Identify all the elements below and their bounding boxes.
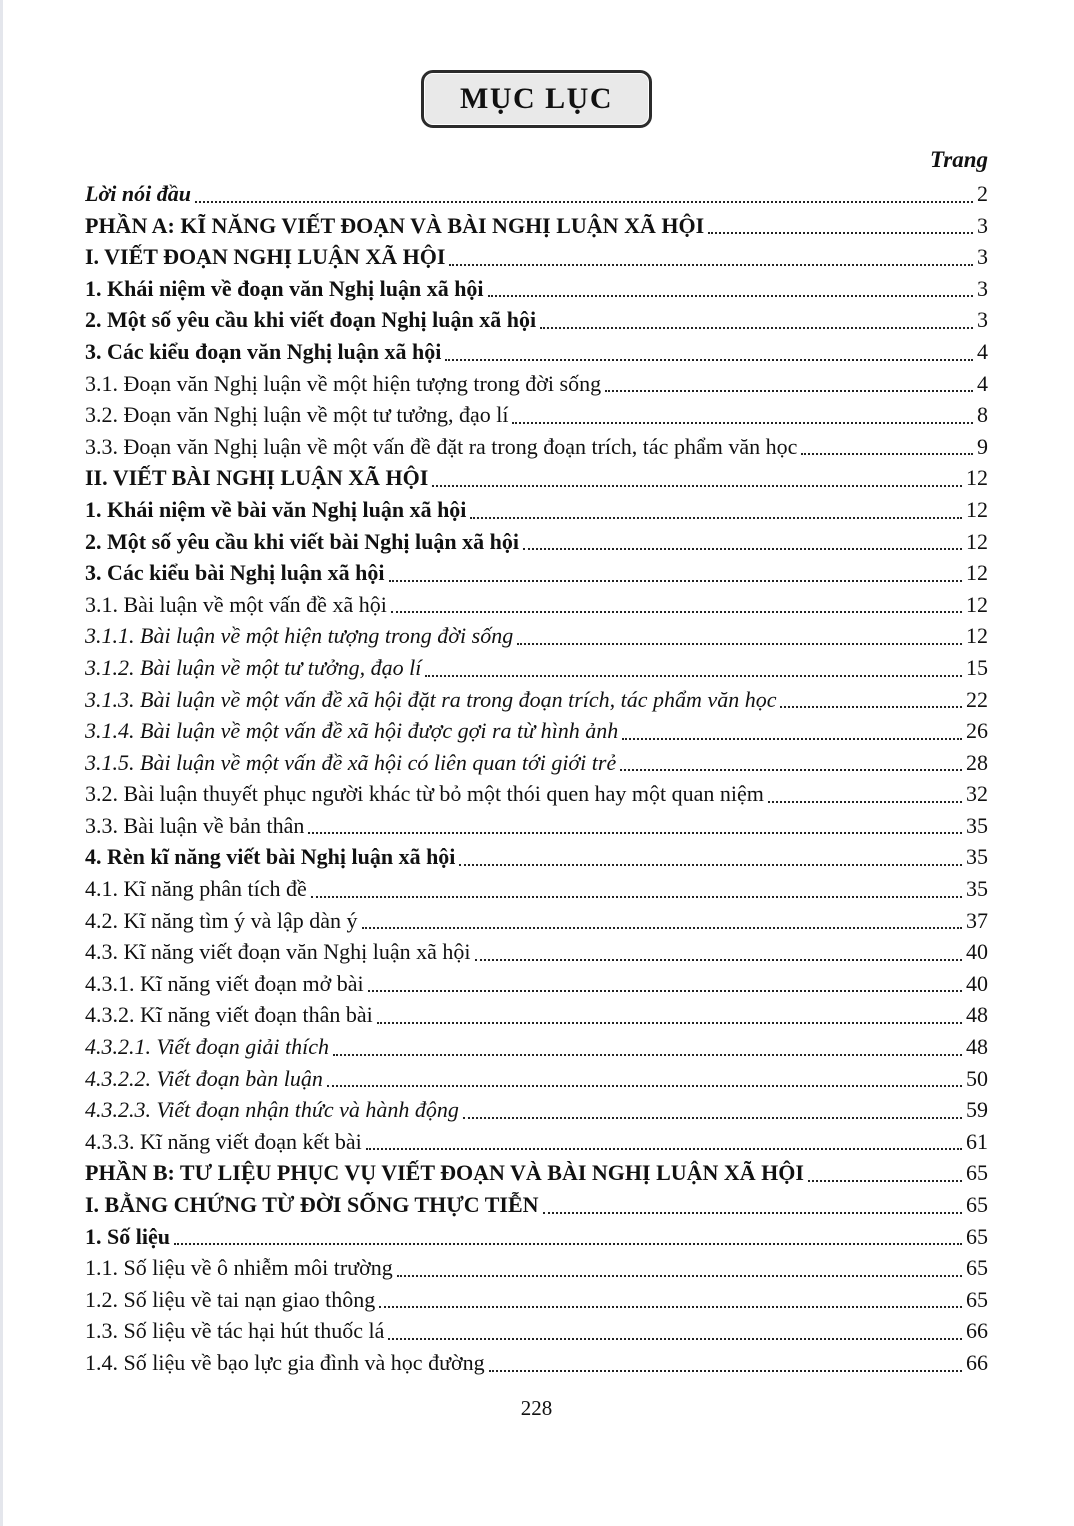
toc-entry-page: 4 — [977, 370, 988, 396]
title-container — [85, 0, 988, 128]
toc-entry-label: 3. Các kiểu bài Nghị luận xã hội — [85, 560, 385, 586]
scan-edge-artifact — [0, 0, 3, 1526]
toc-entry-page: 66 — [966, 1349, 988, 1375]
toc-entry-page: 65 — [966, 1192, 988, 1217]
toc-leader-dots — [475, 959, 962, 961]
toc-entry — [85, 1315, 988, 1347]
toc-entry-label: 1.2. Số liệu về tai nạn giao thông — [85, 1286, 376, 1312]
toc-entry-page: 48 — [966, 1002, 988, 1028]
toc-entry-page: 61 — [966, 1128, 988, 1154]
footer-page-number: 228 — [520, 1395, 553, 1420]
toc-leader-dots — [459, 864, 962, 866]
toc-leader-dots — [540, 327, 973, 329]
toc-leader-dots — [768, 801, 962, 803]
toc-leader-dots — [445, 359, 973, 361]
toc-leader-dots — [432, 485, 962, 487]
toc-entry — [85, 399, 988, 431]
toc-entry — [85, 684, 988, 716]
toc-entry-label: 3.2. Đoạn văn Nghị luận về một tư tưởng, đạo lí — [85, 402, 509, 428]
toc-entry — [85, 1094, 988, 1126]
toc-entry — [85, 1284, 988, 1316]
toc-entry-label: 3.3. Bài luận về bản thân — [85, 812, 305, 838]
toc-entry-page: 9 — [977, 433, 988, 459]
toc-leader-dots — [379, 1306, 962, 1308]
toc-leader-dots — [512, 422, 973, 424]
toc-entry-page: 12 — [966, 528, 988, 554]
toc-entry-page: 40 — [966, 939, 988, 965]
toc-leader-dots — [622, 738, 962, 740]
toc-entry-label: I. VIẾT ĐOẠN NGHỊ LUẬN XÃ HỘI — [85, 244, 446, 270]
toc-leader-dots — [620, 769, 962, 771]
toc-entry — [85, 747, 988, 779]
toc-leader-dots — [308, 832, 962, 834]
toc-entry — [85, 431, 988, 463]
toc-entry-page: 3 — [977, 244, 988, 270]
toc-entry — [85, 589, 988, 621]
toc-entry-label: 2. Một số yêu cầu khi viết đoạn Nghị luận xã hội — [85, 307, 537, 333]
toc-entry-label: 3.1.5. Bài luận về một vấn đề xã hội có liên quan tới giới trẻ — [85, 749, 617, 775]
toc-entry-label: 4. Rèn kĩ năng viết bài Nghị luận xã hội — [85, 844, 456, 870]
toc-entry-page: 2 — [977, 181, 988, 206]
toc-entry-label: 3. Các kiểu đoạn văn Nghị luận xã hội — [85, 338, 442, 364]
toc-entry-label: 3.1.2. Bài luận về một tư tưởng, đạo lí — [85, 654, 422, 680]
toc-entry-page: 48 — [966, 1034, 988, 1060]
toc-leader-dots — [333, 1054, 962, 1056]
toc-entry-label: 4.3.2.2. Viết đoạn bàn luận — [85, 1065, 323, 1091]
toc-entry-page: 12 — [966, 465, 988, 491]
toc-leader-dots — [801, 453, 973, 455]
toc-leader-dots — [523, 548, 962, 550]
toc-entry-label: 3.1. Bài luận về một vấn đề xã hội — [85, 591, 387, 617]
toc-entry — [85, 210, 988, 242]
toc-entry-page: 15 — [966, 654, 988, 680]
toc-entry-page: 12 — [966, 496, 988, 522]
toc-entry-page: 59 — [966, 1097, 988, 1123]
toc-entry-label: 4.3.2. Kĩ năng viết đoạn thân bài — [85, 1002, 373, 1028]
toc-entry-page: 32 — [966, 781, 988, 807]
toc-leader-dots — [489, 1370, 962, 1372]
toc-leader-dots — [425, 675, 962, 677]
toc-entry-label: I. BẰNG CHỨNG TỪ ĐỜI SỐNG THỰC TIỄN — [85, 1192, 539, 1217]
toc-entry-page: 28 — [966, 749, 988, 775]
toc-entry-page: 4 — [977, 338, 988, 364]
toc-entry — [85, 810, 988, 842]
toc-leader-dots — [517, 643, 962, 645]
toc-leader-dots — [327, 1085, 962, 1087]
toc-entry-page: 3 — [977, 275, 988, 301]
toc-entry-label: PHẦN B: TƯ LIỆU PHỤC VỤ VIẾT ĐOẠN VÀ BÀI NGHỊ LUẬN XÃ HỘI — [85, 1160, 804, 1186]
toc-entry-label: PHẦN A: KĨ NĂNG VIẾT ĐOẠN VÀ BÀI NGHỊ LUẬN XÃ HỘI — [85, 212, 705, 238]
toc-entry-label: 4.3.2.3. Viết đoạn nhận thức và hành động — [85, 1097, 459, 1123]
toc-entry-page: 65 — [966, 1160, 988, 1186]
toc-entry-label: Lời nói đầu — [85, 181, 191, 206]
toc-entry — [85, 1031, 988, 1063]
toc-entry-page: 35 — [966, 812, 988, 838]
toc-entry-page: 65 — [966, 1255, 988, 1281]
toc-entry-page: 65 — [966, 1286, 988, 1312]
toc-entry-label: 4.3.3. Kĩ năng viết đoạn kết bài — [85, 1128, 362, 1154]
toc-entry — [85, 778, 988, 810]
toc-entry — [85, 1189, 988, 1221]
toc-leader-dots — [311, 896, 962, 898]
toc-leader-dots — [708, 232, 973, 234]
toc-entry-label: 3.3. Đoạn văn Nghị luận về một vấn đề đặt ra trong đoạn trích, tác phẩm văn học — [85, 433, 798, 459]
page-column-header: Trang — [930, 147, 988, 172]
toc-entry-page: 22 — [966, 686, 988, 712]
toc-entry-page: 66 — [966, 1318, 988, 1344]
toc-entry-page: 3 — [977, 212, 988, 238]
toc-entry-label: 1. Số liệu — [85, 1223, 170, 1249]
toc-leader-dots — [377, 1022, 962, 1024]
toc-entry-page: 3 — [977, 307, 988, 333]
toc-entry — [85, 241, 988, 273]
toc-entry — [85, 968, 988, 1000]
toc-entry — [85, 1063, 988, 1095]
toc-entry — [85, 273, 988, 305]
toc-entry-page: 8 — [977, 402, 988, 428]
toc-leader-dots — [605, 390, 973, 392]
toc-entry-label: 4.3. Kĩ năng viết đoạn văn Nghị luận xã hội — [85, 939, 471, 965]
toc-entry — [85, 999, 988, 1031]
toc-entry-page: 12 — [966, 623, 988, 649]
toc-entry — [85, 462, 988, 494]
toc-entry — [85, 841, 988, 873]
toc-entry-page: 26 — [966, 718, 988, 744]
toc-leader-dots — [391, 611, 962, 613]
toc-entry-page: 65 — [966, 1223, 988, 1249]
toc-entry — [85, 526, 988, 558]
toc-entry — [85, 936, 988, 968]
toc-entry-label: 3.1.4. Bài luận về một vấn đề xã hội được gợi ra từ hình ảnh — [85, 718, 619, 744]
toc-entry — [85, 873, 988, 905]
toc-entry-page: 35 — [966, 876, 988, 902]
toc-entry — [85, 1157, 988, 1189]
toc-entry-label: 1.4. Số liệu về bạo lực gia đình và học đường — [85, 1349, 485, 1375]
toc-entry — [85, 715, 988, 747]
toc-entry-label: 3.1. Đoạn văn Nghị luận về một hiện tượng trong đời sống — [85, 370, 602, 396]
toc-leader-dots — [368, 990, 962, 992]
toc-leader-dots — [366, 1148, 962, 1150]
toc-leader-dots — [470, 517, 962, 519]
toc-entry-label: 4.1. Kĩ năng phân tích đề — [85, 876, 307, 902]
toc-entry — [85, 557, 988, 589]
toc-entry-label: 1. Khái niệm về đoạn văn Nghị luận xã hội — [85, 275, 484, 301]
toc-leader-dots — [780, 706, 962, 708]
toc-entry-label: 4.3.1. Kĩ năng viết đoạn mở bài — [85, 970, 364, 996]
toc-entry — [85, 368, 988, 400]
toc-entry-label: 3.1.1. Bài luận về một hiện tượng trong đời sống — [85, 623, 514, 649]
toc-entry — [85, 620, 988, 652]
toc-leader-dots — [388, 1338, 962, 1340]
toc-entry-label: 1. Khái niệm về bài văn Nghị luận xã hội — [85, 496, 467, 522]
toc-entry — [85, 336, 988, 368]
toc-list — [85, 178, 988, 1379]
toc-entry-page: 12 — [966, 560, 988, 586]
toc-entry-label: 4.3.2.1. Viết đoạn giải thích — [85, 1034, 330, 1060]
toc-entry — [85, 1347, 988, 1379]
toc-entry-label: 1.1. Số liệu về ô nhiễm môi trường — [85, 1255, 393, 1281]
toc-leader-dots — [389, 580, 962, 582]
toc-leader-dots — [397, 1275, 962, 1277]
toc-entry — [85, 1126, 988, 1158]
toc-entry-label: 3.1.3. Bài luận về một vấn đề xã hội đặt ra trong đoạn trích, tác phẩm văn học — [85, 686, 777, 712]
toc-entry-page: 37 — [966, 907, 988, 933]
toc-entry — [85, 178, 988, 210]
toc-entry-page: 35 — [966, 844, 988, 870]
toc-entry-label: II. VIẾT BÀI NGHỊ LUẬN XÃ HỘI — [85, 465, 429, 491]
toc-entry — [85, 905, 988, 937]
toc-leader-dots — [808, 1180, 962, 1182]
toc-entry — [85, 1221, 988, 1253]
toc-entry-label: 4.2. Kĩ năng tìm ý và lập dàn ý — [85, 907, 358, 933]
toc-leader-dots — [488, 295, 973, 297]
toc-entry-label: 1.3. Số liệu về tác hại hút thuốc lá — [85, 1318, 385, 1344]
toc-leader-dots — [449, 264, 973, 266]
toc-entry-page: 50 — [966, 1065, 988, 1091]
toc-leader-dots — [174, 1243, 962, 1245]
toc-entry-page: 12 — [966, 591, 988, 617]
toc-entry — [85, 652, 988, 684]
toc-entry — [85, 304, 988, 336]
page-title: MỤC LỤC — [421, 70, 652, 128]
toc-entry-label: 3.2. Bài luận thuyết phục người khác từ bỏ một thói quen hay một quan niệm — [85, 781, 764, 807]
toc-entry — [85, 494, 988, 526]
toc-entry-page: 40 — [966, 970, 988, 996]
toc-entry-label: 2. Một số yêu cầu khi viết bài Nghị luận xã hội — [85, 528, 519, 554]
toc-leader-dots — [543, 1212, 962, 1214]
toc-leader-dots — [463, 1117, 962, 1119]
toc-leader-dots — [362, 927, 962, 929]
toc-entry — [85, 1252, 988, 1284]
toc-leader-dots — [195, 201, 973, 203]
